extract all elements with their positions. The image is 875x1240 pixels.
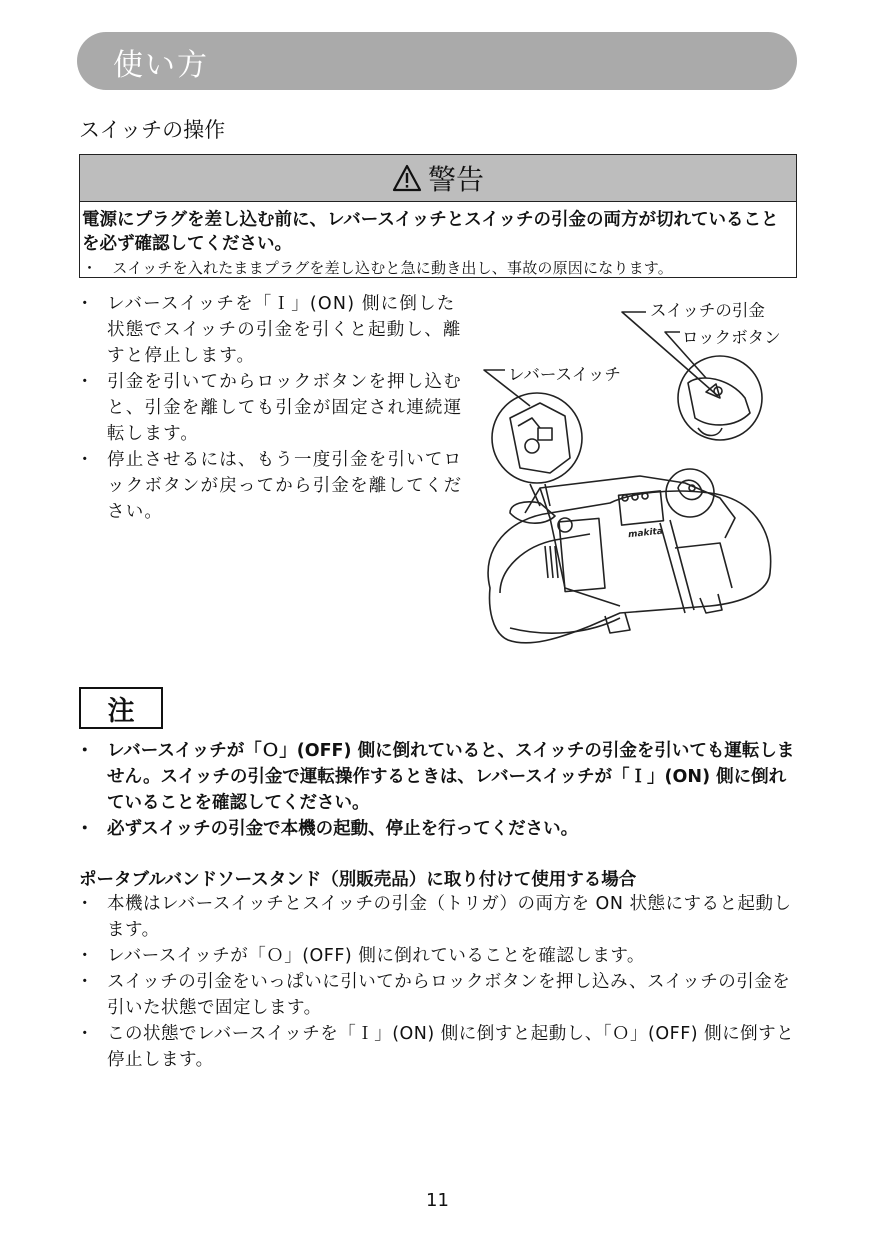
header-bar <box>77 32 797 90</box>
list-item: ・ 停止させるには、もう一度引金を引いてロックボタンが戻ってから引金を離してください。 <box>79 447 463 525</box>
stand-section-title: ポータブルバンドソースタンド（別販売品）に取り付けて使用する場合 <box>79 870 637 890</box>
warning-heading: 警告 <box>427 163 484 196</box>
note-heading: 注 <box>79 687 163 729</box>
bandsaw-figure <box>470 288 790 668</box>
list-item: ・ この状態でレバースイッチを「Ｉ」(ON) 側に倒すと起動し、「Ｏ」(OFF) 側に倒すと停止します。 <box>79 1021 799 1073</box>
list-item: ・ レバースイッチを「Ｉ」(ON) 側に倒した状態でスイッチの引金を引くと起動し、離すと停止します。 <box>79 291 463 369</box>
operation-list <box>79 291 463 525</box>
list-item: ・ レバースイッチが「Ｏ」(OFF) 側に倒れていると、スイッチの引金を引いても運転しません。スイッチの引金で運転操作するときは、レバースイッチが「Ｉ」(ON) 側に倒れていることを確認してください。 <box>79 738 799 816</box>
list-item: ・ 引金を引いてからロックボタンを押し込むと、引金を離しても引金が固定され連続運転します。 <box>79 369 463 447</box>
warning-box <box>79 154 797 278</box>
list-item: ・ 必ずスイッチの引金で本機の起動、停止を行ってください。 <box>79 816 799 842</box>
note-list <box>79 738 799 842</box>
list-item: ・ スイッチの引金をいっぱいに引いてからロックボタンを押し込み、スイッチの引金を引いた状態で固定します。 <box>79 969 799 1021</box>
warning-header <box>80 155 796 202</box>
warning-sub-text-body: スイッチを入れたままプラグを差し込むと急に動き出し、事故の原因になります。 <box>112 259 674 277</box>
figure-label-lock-button: ロックボタン <box>682 328 781 347</box>
warning-triangle-icon <box>392 163 422 193</box>
figure-label-lever-switch: レバースイッチ <box>508 365 621 384</box>
list-item: ・ レバースイッチが「Ｏ」(OFF) 側に倒れていることを確認します。 <box>79 943 799 969</box>
page-number: 11 <box>426 1190 449 1211</box>
brand-logo: makita <box>627 526 664 541</box>
warning-main-text: 電源にプラグを差し込む前に、レバースイッチとスイッチの引金の両方が切れていることを必ず確認してください。 <box>82 210 779 254</box>
warning-sub-text: ・ スイッチを入れたままプラグを差し込むと急に動き出し、事故の原因になります。 <box>82 259 674 277</box>
list-item: ・ 本機はレバースイッチとスイッチの引金（トリガ）の両方を ON 状態にすると起動します。 <box>79 891 799 943</box>
page-title: 使い方 <box>113 48 209 83</box>
section-title: スイッチの操作 <box>79 118 226 142</box>
stand-list <box>79 891 799 1073</box>
figure-label-trigger: スイッチの引金 <box>650 301 765 320</box>
